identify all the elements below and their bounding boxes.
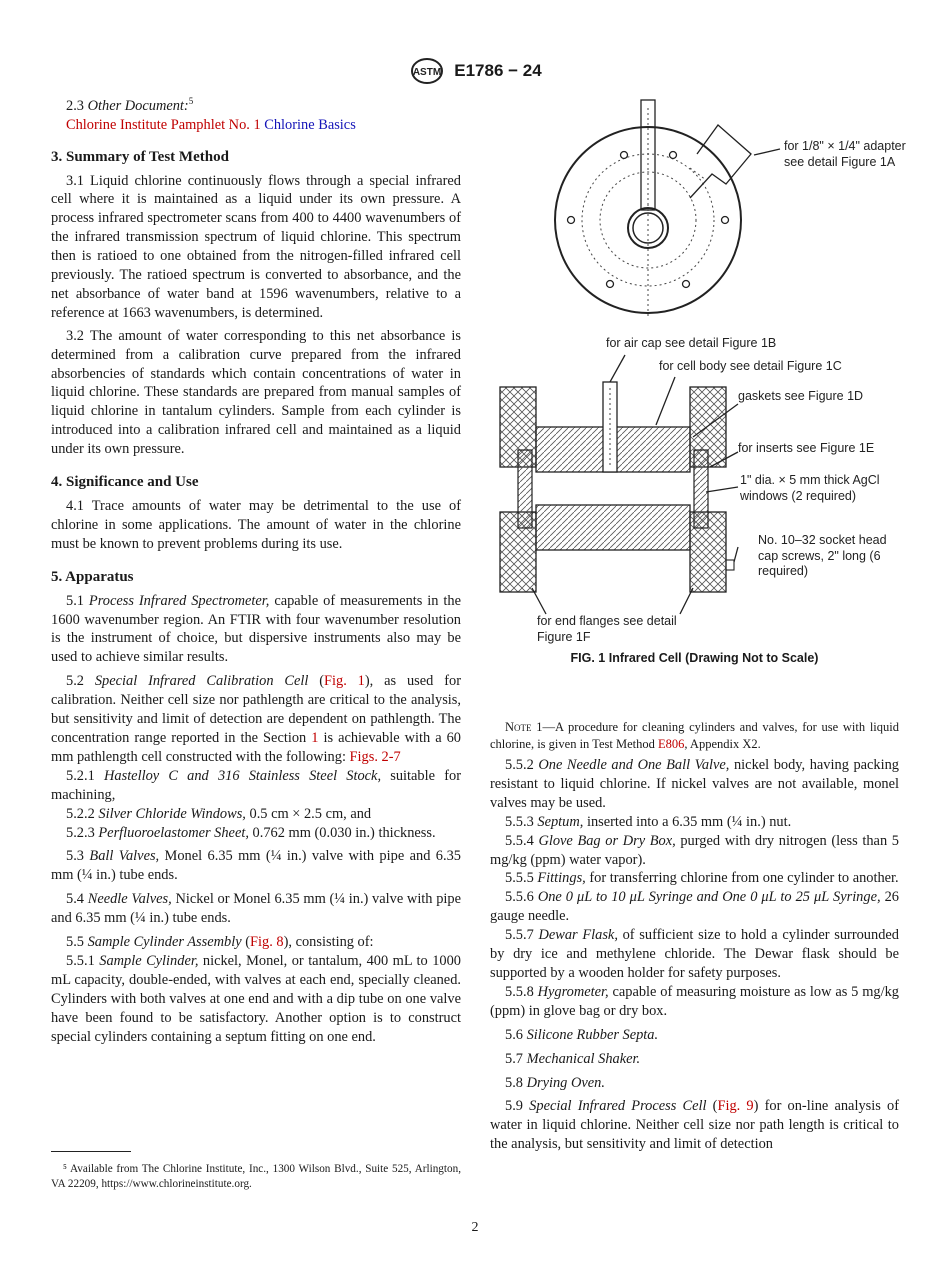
left-column [51,92,461,1046]
right-column [490,719,899,1154]
label-air-cap: for air cap see detail Figure 1B [606,336,777,350]
label-flanges: for end flanges see detail Figure 1F [537,614,677,644]
label-gaskets: gaskets see Figure 1D [738,389,864,403]
heading-section-5: 5. Apparatus [51,568,134,585]
para-5-5-4: 5.5.4 Glove Bag or Dry Box, purged with dry nitrogen (less than 5 mg/kg (ppm) water vapor). [490,832,899,868]
para-5-8: 5.8 Drying Oven. [505,1074,605,1091]
figs-2-7-link[interactable]: Figs. 2-7 [349,748,401,765]
para-5-6: 5.6 Silicone Rubber Septa. [505,1026,659,1043]
label-screws: No. 10–32 socket head cap screws, 2" long (6 required) [758,533,887,578]
chlorine-basics-link[interactable]: Chlorine Basics [264,116,356,133]
para-3-1: 3.1 Liquid chlorine continuously flows through a special infrared cell where it is maintained as a liquid under its own pressure. A process infrared spectrometer scans from 400 to 4400 wavenumbers of the infrared transmission spectrum of liquid chlorine. This spectrum then is ratioed to one obtained from the nitrogen-filled infrared cell previously. The ratioed spectrum is converted to absorbance, and the net absorbance of water band at 1596 wavenumbers, relative to a reference at 1663 wavenumbers, is determined. [51,172,461,321]
heading-section-4: 4. Significance and Use [51,474,199,491]
fig-1-link[interactable]: Fig. 1 [324,673,365,690]
para-5-9: 5.9 Special Infrared Process Cell (Fig. 9) for on-line analysis of water in liquid chlorine. Neither cell size nor path length is critical to the analysis, but sensitivity and limit of detection [490,1098,899,1153]
para-5-5-7: 5.5.7 Dewar Flask, of sufficient size to hold a cylinder surrounded by dry ice and methylene chloride. The Dewar flask should be supported by a wooden holder for safety purposes. [490,927,899,981]
para-5-2-2: 5.2.2 Silver Chloride Windows, 0.5 cm × 2.5 cm, and [66,805,372,822]
label-inserts: for inserts see Figure 1E [738,441,875,455]
note-1: Note 1—A procedure for cleaning cylinders and valves, for use with liquid chlorine, is given in Test Method E806, Appendix X2. [490,720,899,751]
astm-logo-icon [408,56,446,86]
section-1-link[interactable]: 1 [311,729,319,746]
page-header [0,56,950,91]
e806-link[interactable]: E806 [657,736,685,751]
para-4-1: 4.1 Trace amounts of water may be detrimental to the use of chlorine in some applications. The amount of water in the chlorine must be known to prevent problems during its use. [51,498,461,552]
para-5-5-6: 5.5.6 One 0 μL to 10 μL Syringe and One 0 μL to 25 μL Syringe, 26 gauge needle. [490,889,899,925]
svg-text:ASTM: ASTM [413,67,442,78]
para-5-2-1: 5.2.1 Hastelloy C and 316 Stainless Steel Stock, suitable for machining, [51,767,461,803]
cell-section-view [500,382,734,592]
cell-end-view [555,100,751,317]
para-5-2-3: 5.2.3 Perfluoroelastomer Sheet, 0.762 mm (0.030 in.) thickness. [66,824,436,841]
para-5-7: 5.7 Mechanical Shaker. [505,1050,641,1067]
page-number: 2 [471,1220,479,1235]
para-3-2: 3.2 The amount of water corresponding to this net absorbance is determined from a calibration curve prepared from the infrared absorbencies of standards which contain concentrations of water in liquid chlorine. These standards are prepared from manual samples of liquid chlorine in tantalum cylinders. Sample from each cylinder is introduced into a calibration infrared cell and maintained as a liquid under its own pressure. [51,327,461,458]
figure-1-caption: FIG. 1 Infrared Cell (Drawing Not to Scale) [570,651,819,665]
para-5-5-8: 5.5.8 Hygrometer, capable of measuring moisture as low as 5 mg/kg (ppm) in glove bag or dry box. [490,983,899,1019]
heading-section-3: 3. Summary of Test Method [51,148,229,165]
standard-designation: E1786 − 24 [454,61,542,80]
figure-1-drawing [490,92,910,682]
fig-9-link[interactable]: Fig. 9 [717,1098,754,1115]
fig-8-link[interactable]: Fig. 8 [250,934,284,951]
label-adapter: for 1/8" × 1/4" adapter see detail Figure 1A [784,139,906,169]
para-5-5-5: 5.5.5 Fittings, for transferring chlorine from one cylinder to another. [505,870,899,887]
para-5-5-3: 5.5.3 Septum, inserted into a 6.35 mm (¼ in.) nut. [505,813,792,830]
footnote-5: ⁵ Available from The Chlorine Institute, Inc., 1300 Wilson Blvd., Suite 525, Arlington, VA 22209, https://www.chlorineinstitute.org. [51,1163,461,1190]
para-5-3: 5.3 Ball Valves, Monel 6.35 mm (¼ in.) valve with pipe and 6.35 mm (¼ in.) tube ends. [51,848,461,884]
label-cell-body: for cell body see detail Figure 1C [659,359,842,373]
para-5-5-2: 5.5.2 One Needle and One Ball Valve, nickel body, having packing resistant to liquid chlorine. If nickel valves are not available, monel valves may be used. [490,757,900,811]
para-5-2: 5.2 Special Infrared Calibration Cell (Fig. 1), as used for calibration. Neither cell size nor pathlength are critical to the analysis, but sensitivity and limit of detection are dependent on pathlength. The concentration range reported in the Section 1 is achievable with a 60 mm pathlength cell constructed with the following: Figs. 2-7 [51,673,462,765]
reference-line [51,116,461,135]
footnote-rule [51,1151,131,1152]
label-windows: 1" dia. × 5 mm thick AgCl windows (2 required) [740,473,880,503]
para-5-1: 5.1 Process Infrared Spectrometer, capable of measurements in the 1600 wavenumber region. An FTIR with four wavenumber resolution is the instrument of choice, but dispersive instruments also may be used to achieve similar results. [51,592,461,666]
chlorine-pamphlet-link[interactable]: Chlorine Institute Pamphlet No. 1 [66,116,261,133]
para-5-4: 5.4 Needle Valves, Nickel or Monel 6.35 mm (¼ in.) valve with pipe and 6.35 mm (¼ in.) tube ends. [51,891,461,927]
para-5-5: 5.5 Sample Cylinder Assembly (Fig. 8), consisting of: [66,934,374,951]
section-2-3: 2.3 Other Document:$^5$ [66,96,194,114]
para-5-5-1: 5.5.1 Sample Cylinder, nickel, Monel, or tantalum, 400 mL to 1000 mL capacity, double-ended, with valves at each end, specially cleaned. Cylinders with both valves at one end and with a dip tube on one valve have been found to be satisfactory. Another option is to construct special cylinders containing a septum fitting on one end. [51,952,461,1045]
